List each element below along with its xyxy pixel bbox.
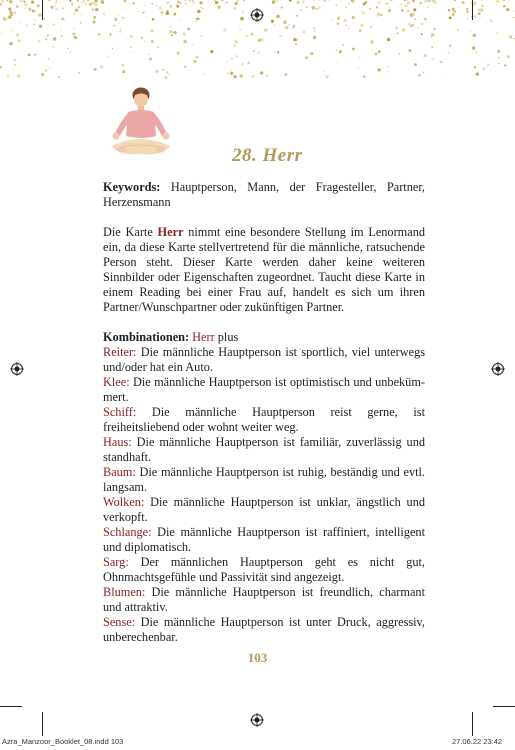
combination-card: Sense: <box>103 615 136 629</box>
combination-text: Die männliche Hauptperson ist sportlich, viel unterwegs und/oder hat ein Auto. <box>103 345 425 374</box>
combination-card: Schiff: <box>103 405 137 419</box>
registration-mark-icon <box>10 362 24 376</box>
combination-item <box>103 465 425 495</box>
combination-item <box>103 585 425 615</box>
combination-text: Der männlichen Hauptperson geht es nicht gut, Ohnmachtsgefühle und Passivität sind angezeigt. <box>103 555 425 584</box>
keywords-label: Keywords: <box>103 180 161 194</box>
combinations-heading <box>103 330 425 345</box>
crop-mark <box>0 706 22 707</box>
keywords-paragraph <box>103 180 425 210</box>
card-name-highlight: Herr <box>157 225 184 239</box>
combination-card: Blumen: <box>103 585 146 599</box>
combination-text: Die männliche Hauptperson ist ruhig, beständig und evtl. langsam. <box>103 465 425 494</box>
combination-item <box>103 435 425 465</box>
intro-text-start: Die Karte <box>103 225 158 239</box>
crop-mark <box>42 712 43 736</box>
meditating-man-illustration <box>104 84 178 164</box>
combination-card: Haus: <box>103 435 132 449</box>
combination-text: Die männliche Hauptperson ist familiär, zuverlässig und standhaft. <box>103 435 425 464</box>
intro-text-rest: nimmt eine besondere Stellung im Lenormand ein, da diese Karte stellvertretend für die männliche, ratsuchende Person steht. Dieser Karte werden daher keine weiteren Sinnbilder oder Eigenschaften zugeordnet. Taucht diese Karte in einem Reading bei einer Frau auf, handelt es sich um ihren Partner/Wunschpartner oder zukünftigen Partner. <box>103 225 426 314</box>
slug-datetime: 27.06.22 23:42 <box>452 737 503 746</box>
combination-text: Die männliche Hauptperson ist raffiniert, intelligent und diplomatisch. <box>103 525 425 554</box>
combination-item <box>103 405 425 435</box>
crop-mark <box>472 712 473 736</box>
combination-text: Die männliche Hauptperson ist unter Druck, aggressiv, unberechenbar. <box>103 615 425 644</box>
card-title: 28. Herr <box>232 145 303 166</box>
combination-item <box>103 345 425 375</box>
keywords-text: Hauptperson, Mann, der Fragesteller, Partner, Herzensmann <box>103 180 425 209</box>
combination-item <box>103 495 425 525</box>
combination-card: Sarg: <box>103 555 129 569</box>
combination-text: Die männliche Hauptperson reist gerne, ist freiheitsliebend oder wohnt weiter weg. <box>103 405 425 434</box>
combination-card: Wolken: <box>103 495 145 509</box>
page-number: 103 <box>247 650 268 665</box>
intro-paragraph <box>103 225 425 315</box>
crop-mark <box>493 706 515 707</box>
crop-mark <box>42 0 43 20</box>
crop-mark <box>472 0 473 20</box>
registration-mark-icon <box>250 8 264 22</box>
combination-card: Baum: <box>103 465 136 479</box>
combination-item <box>103 375 425 405</box>
combination-text: Die männliche Hauptperson ist optimistisch und unbekümmert. <box>103 375 425 404</box>
text-block <box>103 180 425 645</box>
registration-mark-icon <box>491 362 505 376</box>
combination-card: Klee: <box>103 375 130 389</box>
combination-text: Die männliche Hauptperson ist freundlich, charmant und attraktiv. <box>103 585 425 614</box>
combination-card: Reiter: <box>103 345 137 359</box>
registration-mark-icon <box>250 713 264 727</box>
slug-file: Azra_Manzoor_Booklet_08.indd 103 <box>2 737 124 746</box>
combination-card: Schlange: <box>103 525 152 539</box>
combination-item <box>103 525 425 555</box>
combination-text: Die männliche Hauptperson ist unklar, ängstlich und verkopft. <box>103 495 425 524</box>
combinations-card: Herr <box>192 330 215 344</box>
combination-item <box>103 555 425 585</box>
combinations-label: Kombinationen: <box>103 330 190 344</box>
combination-item <box>103 615 425 645</box>
combinations-suffix: plus <box>214 330 239 344</box>
